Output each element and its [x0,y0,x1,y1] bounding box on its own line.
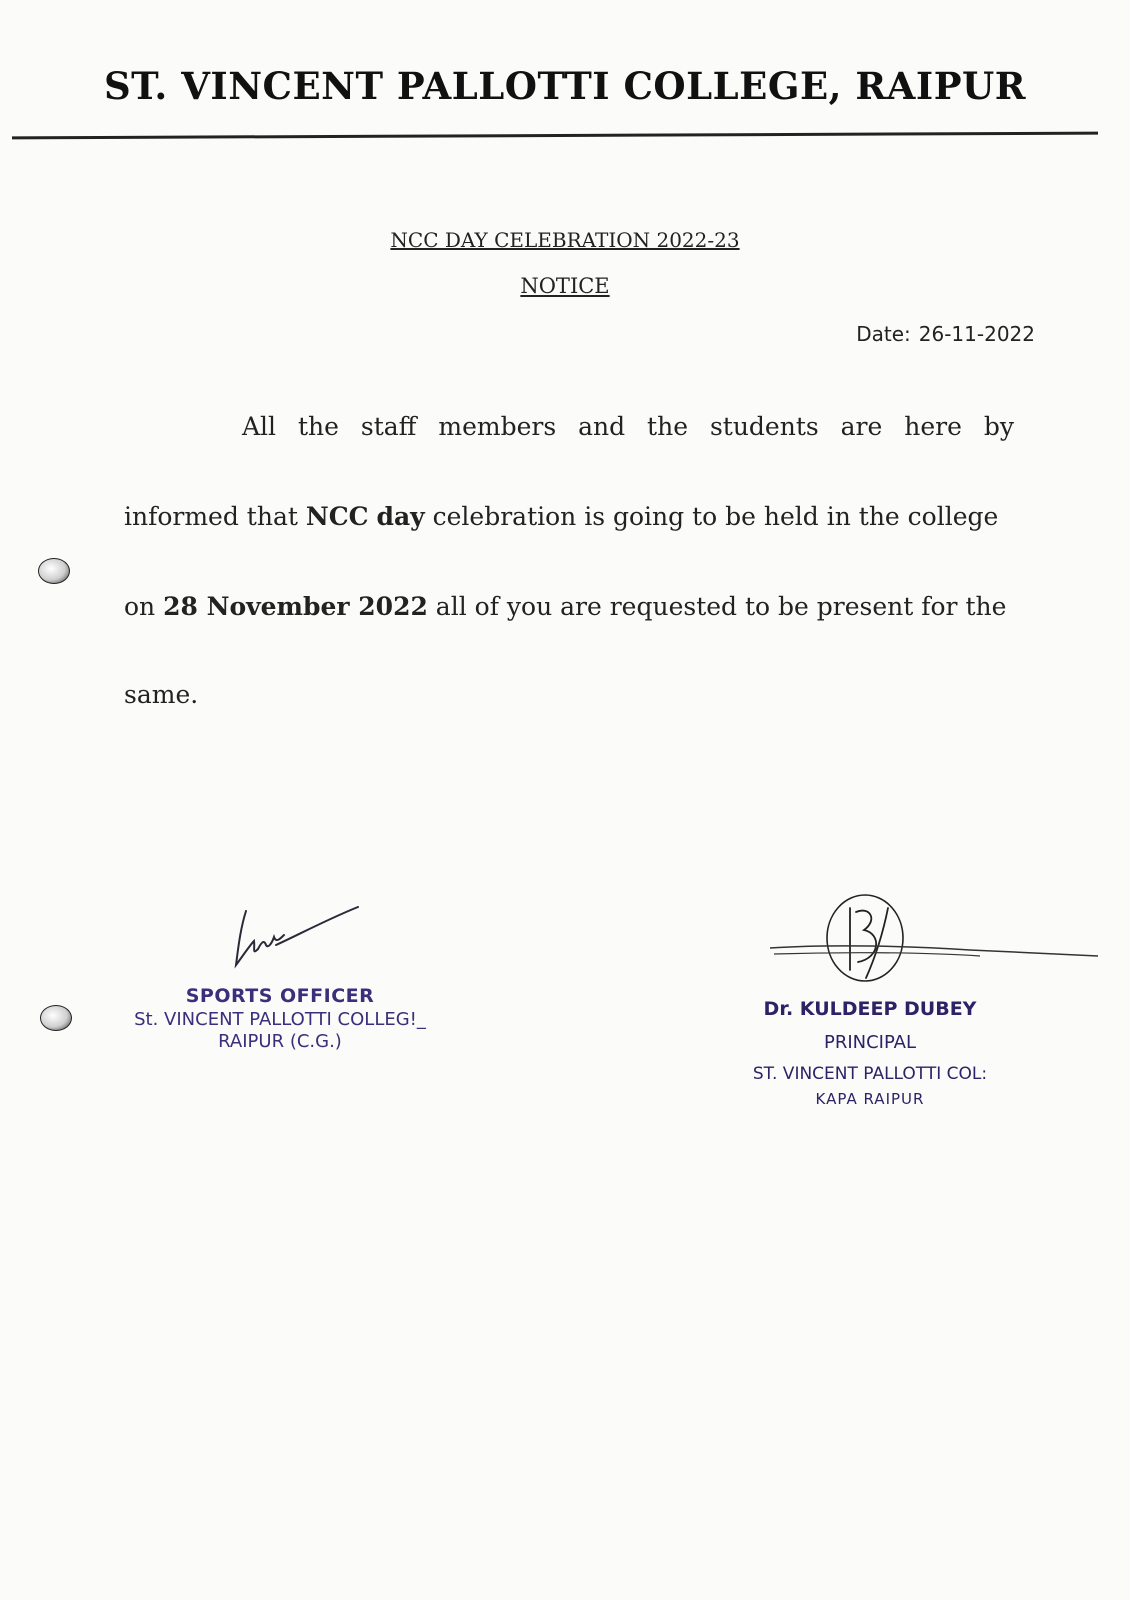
stamp-role: PRINCIPAL [823,1031,917,1053]
stamp-title: SPORTS OFFICER [185,985,375,1007]
body-line-4: same. [124,680,199,709]
college-name: ST. VINCENT PALLOTTI COLLEGE, RAIPUR [103,64,1027,108]
body-line-2 [124,502,1034,531]
body-bold-day: day [376,502,425,531]
stamp-institution: St. VINCENT PALLOTTI COLLEG!_ [134,1008,426,1030]
body-bold-date: 28 November 2022 [163,592,428,621]
body-line-3 [124,592,1034,621]
body-text: celebration is going to be held in the college [424,502,999,531]
stamp-name: Dr. KULDEEP DUBEY [763,998,977,1020]
principal-signature [770,878,1100,988]
date-value: 26-11-2022 [918,322,1035,346]
sports-officer-signature [228,905,368,975]
punch-hole [40,1005,72,1031]
body-text: all of you are requested to be present for the [427,592,1007,621]
notice-title: NOTICE [520,274,610,298]
stamp-address: KAPA RAIPUR [815,1089,925,1108]
body-bold-ncc: NCC [305,502,369,531]
notice-heading: NCC DAY CELEBRATION 2022-23 [390,228,740,252]
body-text: informed that [124,502,306,531]
date-label: Date: [856,322,911,346]
body-text: on [124,592,164,621]
header-rule [12,132,1098,140]
sports-officer-stamp [120,985,440,1054]
body-line-1: All the staff members and the students are here by [242,412,1014,441]
principal-stamp [720,998,1020,1108]
stamp-institution: ST. VINCENT PALLOTTI COL: [752,1064,988,1085]
stamp-address: RAIPUR (C.G.) [218,1031,342,1053]
punch-hole [38,558,70,584]
notice-date [856,322,1035,346]
